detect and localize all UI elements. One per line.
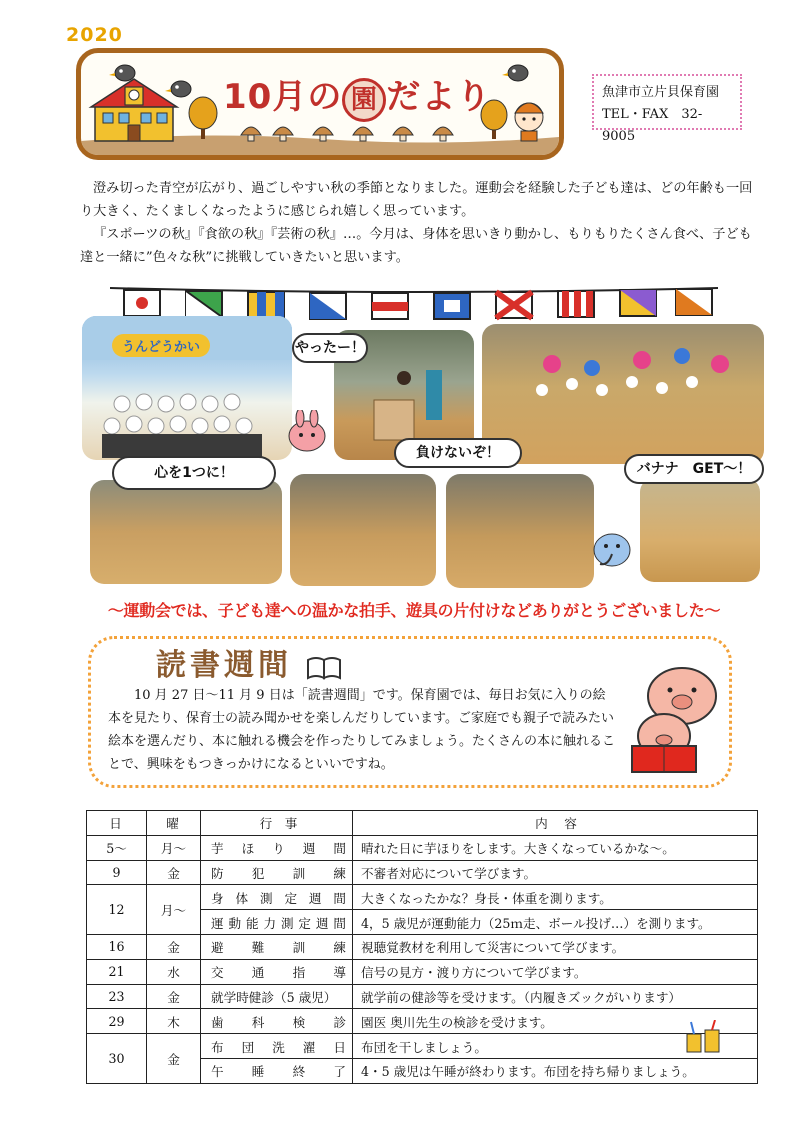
bird-icon xyxy=(502,65,528,81)
toothbrush-cup-icon xyxy=(683,1020,723,1054)
cell-content: 信号の見方・渡り方について学びます。 xyxy=(353,959,758,984)
flag-icon xyxy=(186,291,222,317)
open-book-icon xyxy=(306,654,342,680)
table-row xyxy=(87,835,758,860)
cell-content: 晴れた日に芋ほりをします。大きくなっているかな～。 xyxy=(353,835,758,860)
thanks-banner: ～運動会では、子ども達への温かな拍手、遊具の片付けなどありがとうございました～ xyxy=(107,601,721,620)
bird-icon xyxy=(109,65,135,81)
photo-group-children xyxy=(82,316,292,460)
flag-icon xyxy=(496,292,532,318)
cell-event: 就学時健診（5 歳児） xyxy=(201,984,353,1009)
photo-banana xyxy=(640,478,760,582)
table-header-row xyxy=(87,811,758,836)
elephant-mascot-icon xyxy=(588,528,634,570)
cell-event: 芋ほり週間 xyxy=(201,835,353,860)
cell-content: 不審者対応について学びます。 xyxy=(353,860,758,885)
school-building-icon xyxy=(91,79,177,141)
cell-weekday: 水 xyxy=(147,959,201,984)
photo-illustration xyxy=(482,324,764,464)
pig-reading-book-icon xyxy=(624,660,728,780)
flag-icon xyxy=(676,289,712,315)
intro-paragraph: 澄み切った青空が広がり、過ごしやすい秋の季節となりました。運動会を経験した子ども達は、どの年齢も一回り大きく、たくましくなったように感じられ嬉しく思っています。 xyxy=(80,181,753,219)
cell-day: 23 xyxy=(87,984,147,1009)
flag-icon xyxy=(372,293,408,319)
cell-content: 視聴覚教材を利用して災害について学びます。 xyxy=(353,934,758,959)
rabbit-mascot-icon xyxy=(284,410,330,454)
column-header-weekday: 曜 xyxy=(147,811,201,836)
child-mascot-icon xyxy=(515,103,543,141)
table-row xyxy=(87,860,758,885)
flag-icon xyxy=(434,293,470,319)
cell-weekday: 金 xyxy=(147,934,201,959)
photo-running-race xyxy=(446,474,594,588)
cell-day: 12 xyxy=(87,885,147,935)
bird-icon xyxy=(165,81,191,97)
column-header-event: 行 事 xyxy=(201,811,353,836)
cell-weekday: 金 xyxy=(147,860,201,885)
cell-day: 16 xyxy=(87,934,147,959)
cell-event: 避難訓練 xyxy=(201,934,353,959)
cell-event: 午睡終了 xyxy=(201,1058,353,1083)
cell-content: 4・5 歳児は午睡が終わります。布団を持ち帰りましょう。 xyxy=(353,1058,758,1083)
speech-bubble: 心を1つに！ xyxy=(112,456,276,490)
photo-dance xyxy=(482,324,764,464)
flag-icon xyxy=(248,292,284,318)
flag-icon xyxy=(558,291,594,317)
cell-content: 大きくなったかな？身長・体重を測ります。 xyxy=(353,885,758,910)
cell-weekday: 月～ xyxy=(147,835,201,860)
cell-weekday: 金 xyxy=(147,1034,201,1084)
table-row xyxy=(87,885,758,910)
speech-bubble: 負けないぞ！ xyxy=(394,438,522,468)
cell-content: 布団を干しましょう。 xyxy=(353,1034,758,1059)
undokai-sign: うんどうかい xyxy=(112,334,210,357)
reading-week-text xyxy=(108,684,618,776)
newsletter-header xyxy=(76,48,564,160)
cell-event: 歯科検診 xyxy=(201,1009,353,1034)
cell-day: 21 xyxy=(87,959,147,984)
school-name: 魚津市立片貝保育園 xyxy=(602,85,720,100)
cell-event: 防犯訓練 xyxy=(201,860,353,885)
column-header-content: 内 容 xyxy=(353,811,758,836)
column-header-day: 日 xyxy=(87,811,147,836)
cell-day: 9 xyxy=(87,860,147,885)
contact-box xyxy=(592,74,742,144)
intro-text xyxy=(80,177,760,269)
title-highlight-kanji: 園 xyxy=(342,78,386,122)
autumn-tree-icon xyxy=(189,97,217,139)
cell-weekday: 金 xyxy=(147,984,201,1009)
flag-icon xyxy=(620,290,656,316)
cell-day: 29 xyxy=(87,1009,147,1034)
phone-number: TEL・FAX 32-9005 xyxy=(602,107,703,144)
intro-paragraph: 『スポーツの秋』『食欲の秋』『芸術の秋』…。今月は、身体を思いきり動かし、もりもりたくさん食べ、子ども達と一緒に”色々な秋”に挑戦していきたいと思います。 xyxy=(80,227,752,265)
speech-bubble: バナナ GET～！ xyxy=(624,454,764,484)
speech-bubble: やったー！ xyxy=(292,333,368,363)
newsletter-title: 10月の 園 だより xyxy=(223,69,491,122)
cell-content: 4，5 歳児が運動能力（25ｍ走、ボール投げ…）を測ります。 xyxy=(353,910,758,935)
photo-running-boy xyxy=(290,474,436,586)
cell-event: 運動能力測定週間 xyxy=(201,910,353,935)
table-row xyxy=(87,1034,758,1059)
table-row xyxy=(87,934,758,959)
table-row xyxy=(87,959,758,984)
cell-content: 就学前の健診等を受けます。（内履きズックがいります） xyxy=(353,984,758,1009)
year-label: 2020 xyxy=(66,24,123,46)
table-row xyxy=(87,1009,758,1034)
cell-day: 30 xyxy=(87,1034,147,1084)
reading-paragraph: 10 月 27 日～11 月 9 日は「読書週間」です。保育園では、毎日お気に入りの絵本を見たり、保育士の読み聞かせを楽しんだりしています。ご家庭でも親子で読みたい絵本を選んだり、本に触れる機会を作ったりしてみましょう。たくさんの本に触れることで、興味をもつきっかけになるといいですね。 xyxy=(108,688,616,772)
cell-event: 交通指導 xyxy=(201,959,353,984)
cell-content: 園医 奥川先生の検診を受けます。 xyxy=(353,1009,758,1034)
reading-week-title: 読書週間 xyxy=(156,640,342,684)
flag-icon xyxy=(124,290,160,316)
cell-event: 身体測定週間 xyxy=(201,885,353,910)
cell-day: 5～ xyxy=(87,835,147,860)
flag-icon xyxy=(310,293,346,319)
cell-weekday: 木 xyxy=(147,1009,201,1034)
cell-weekday: 月～ xyxy=(147,885,201,935)
photo-running-line xyxy=(90,480,282,584)
cell-event: 布団洗濯日 xyxy=(201,1034,353,1059)
schedule-table xyxy=(86,810,758,1084)
table-row xyxy=(87,984,758,1009)
